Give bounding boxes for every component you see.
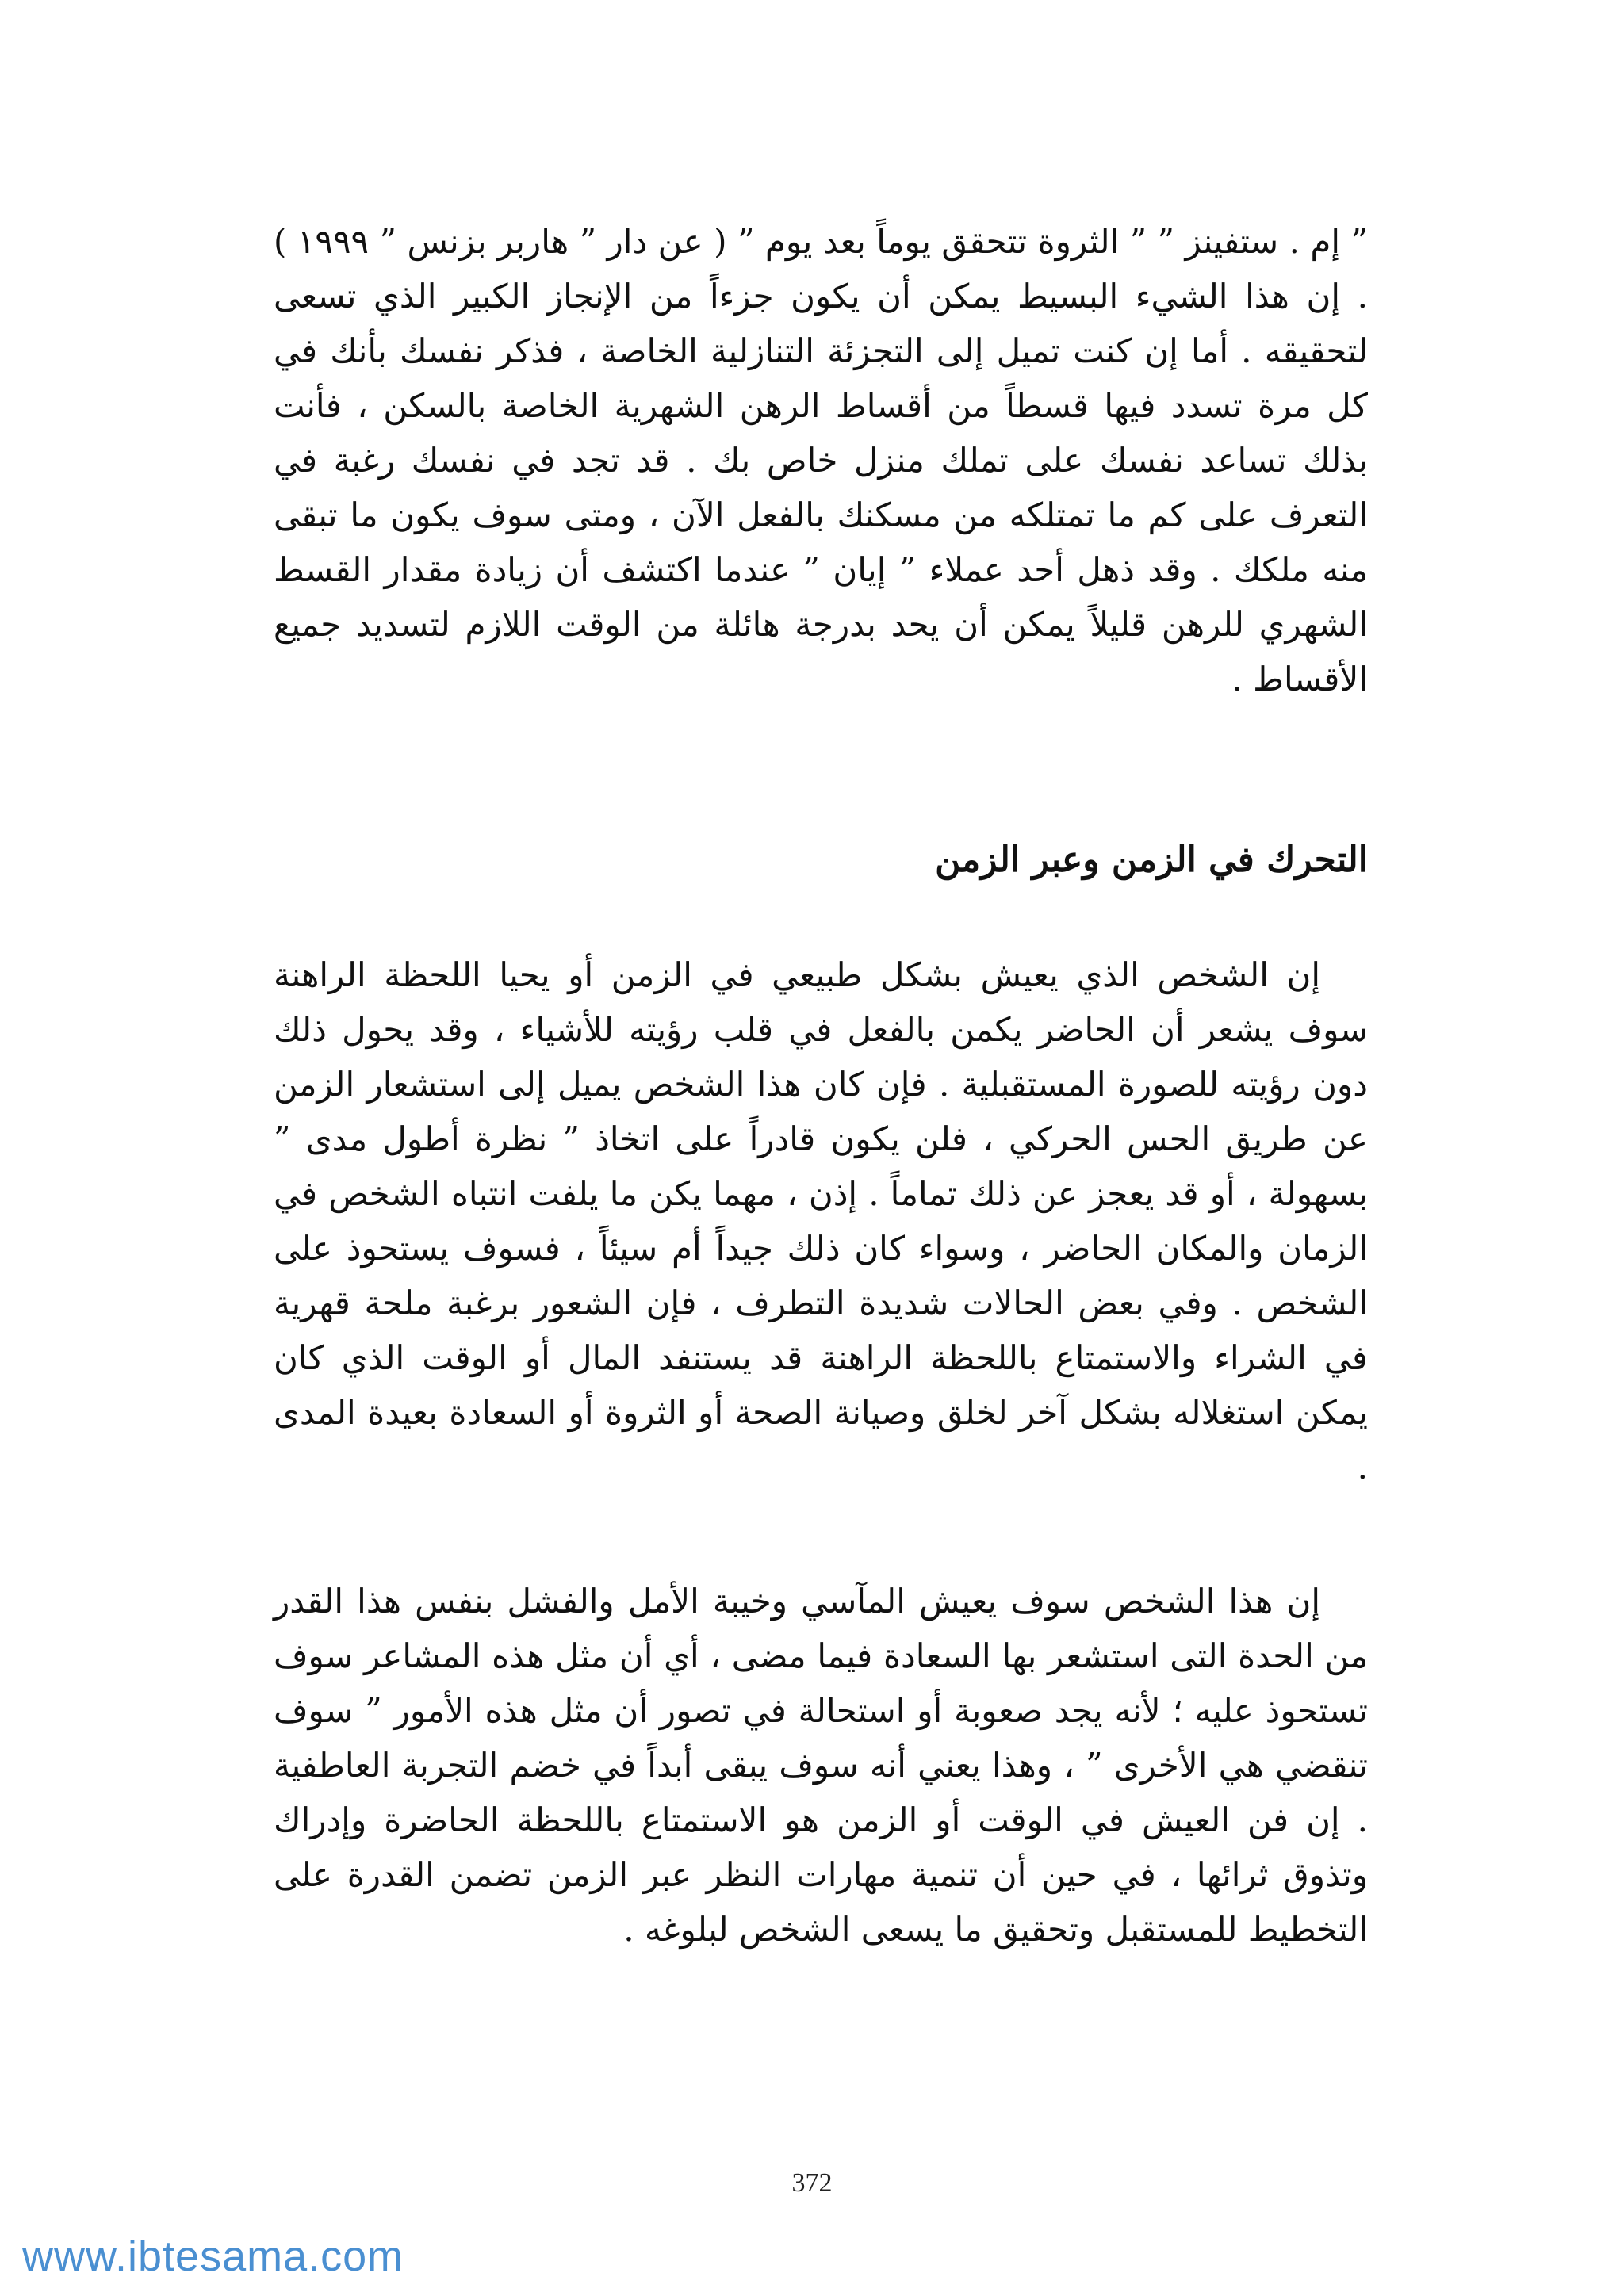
paragraph-intro: [274, 214, 1368, 706]
paragraph-text: إن هذا الشخص سوف يعيش المآسي وخيبة الأمل والفشل بنفس هذا القدر من الحدة التى استشعر بها السعادة فيما مضى ، أي أن مثل هذه المشاعر سوف تستحوذ عليه ؛ لأنه يجد صعوبة أو استحالة في تصور أن مثل هذه الأمور ” سوف تنقضي هي الأخرى ” ، وهذا يعني أنه سوف يبقى أبداً في خضم التجربة العاطفية . إن فن العيش في الوقت أو الزمن هو الاستمتاع باللحظة الحاضرة وإدراك وتذوق ثرائها ، في حين أن تنمية مهارات النظر عبر الزمن تضمن القدرة على التخطيط للمستقبل وتحقيق ما يسعى الشخص لبلوغه .: [274, 1582, 1368, 1949]
paragraph-text: إن الشخص الذي يعيش بشكل طبيعي في الزمن أو يحيا اللحظة الراهنة سوف يشعر أن الحاضر يكمن بالفعل في قلب رؤيته للأشياء ، وقد يحول ذلك دون رؤيته للصورة المستقبلية . فإن كان هذا الشخص يميل إلى استشعار الزمن عن طريق الحس الحركي ، فلن يكون قادراً على اتخاذ ” نظرة أطول مدى ” بسهولة ، أو قد يعجز عن ذلك تماماً . إذن ، مهما يكن ما يلفت انتباه الشخص في الزمان والمكان الحاضر ، وسواء كان ذلك جيداً أم سيئاً ، فسوف يستحوذ على الشخص . وفي بعض الحالات شديدة التطرف ، فإن الشعور برغبة ملحة قهرية في الشراء والاستمتاع باللحظة الراهنة قد يستنفد المال أو الوقت الذي كان يمكن استغلاله بشكل آخر لخلق وصيانة الصحة أو الثروة أو السعادة بعيدة المدى .: [274, 955, 1368, 1487]
page-number: 372: [791, 2168, 833, 2198]
watermark-url: www.ibtesama.com: [22, 2233, 404, 2280]
paragraph-text: ” إم . ستفينز ” ” الثروة تتحقق يوماً بعد يوم ” ( عن دار ” هاربر بزنس ” ١٩٩٩ ) . إن هذا الشيء البسيط يمكن أن يكون جزءاً من الإنجاز الكبير الذي تسعى لتحقيقه . أما إن كنت تميل إلى التجزئة التنازلية الخاصة ، فذكر نفسك بأنك في كل مرة تسدد فيها قسطاً من أقساط الرهن الشهرية الخاصة بالسكن ، فأنت بذلك تساعد نفسك على تملك منزل خاص بك . قد تجد في نفسك رغبة في التعرف على كم ما تمتلكه من مسكنك بالفعل الآن ، ومتى سوف يكون ما تبقى منه ملكك . وقد ذهل أحد عملاء ” إيان ” عندما اكتشف أن زيادة مقدار القسط الشهري للرهن قليلاً يمكن أن يحد بدرجة هائلة من الوقت اللازم لتسديد جميع الأقساط .: [274, 222, 1368, 698]
paragraph-body-1: [274, 947, 1368, 1494]
section-heading: التحرك في الزمن وعبر الزمن: [935, 840, 1368, 880]
paragraph-body-2: [274, 1574, 1368, 1957]
